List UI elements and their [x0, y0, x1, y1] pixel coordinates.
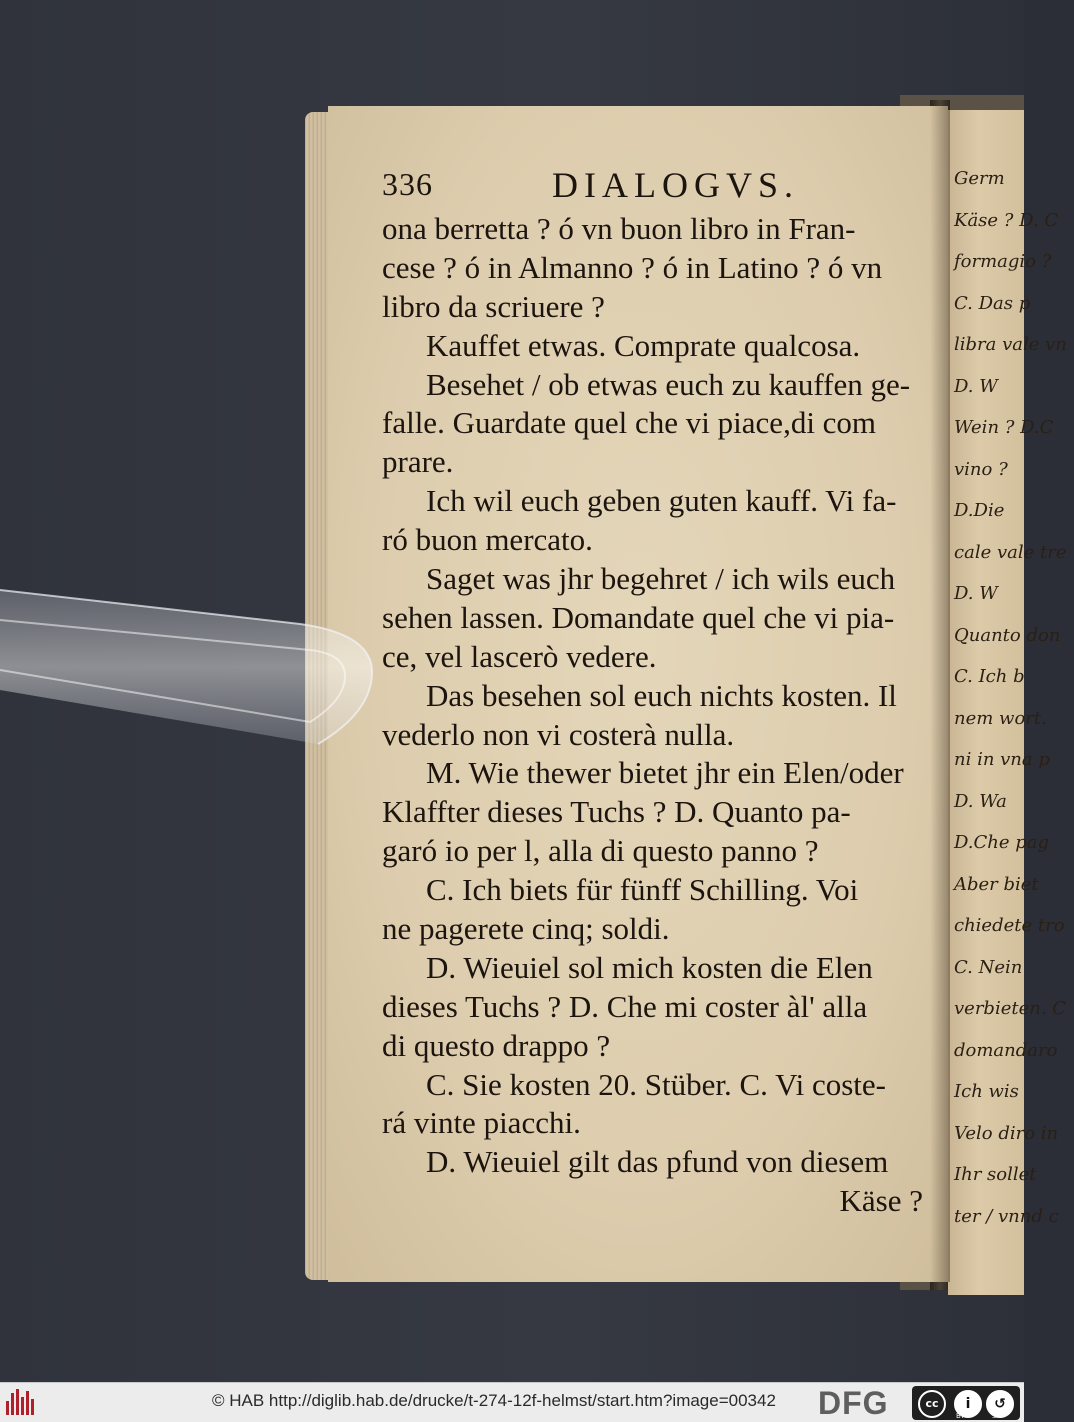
page-text-block: [382, 160, 927, 1220]
text-line: C. Sie kosten 20. Stüber. C. Vi coste-: [426, 1066, 886, 1102]
facing-page-fragment: Ich wis: [954, 1081, 1019, 1102]
text-line: Klaffter dieses Tuchs ? D. Quanto pa-: [382, 794, 851, 830]
text-line: prare.: [382, 444, 454, 480]
facing-page-fragment: Aber biet: [954, 873, 1039, 895]
text-line: libro da scriuere ?: [382, 288, 605, 324]
facing-page-fragment: Käse ? D. C: [954, 209, 1059, 231]
facing-page-fragment: domandaro: [954, 1039, 1058, 1061]
text-line: dieses Tuchs ? D. Che mi coster àl' alla: [382, 988, 868, 1024]
facing-page-fragment: ni in vna p: [954, 749, 1050, 770]
sa-icon: ↺: [986, 1390, 1014, 1418]
text-lines: [382, 210, 927, 1182]
page-number: 336: [382, 166, 433, 202]
facing-page-fragment: libra vale vn: [954, 334, 1067, 355]
credit-link[interactable]: © HAB http://diglib.hab.de/drucke/t-274-12f-helmst/start.htm?image=00342: [212, 1391, 776, 1410]
facing-page-fragment: Quanto don: [954, 624, 1061, 646]
by-icon: i: [954, 1390, 982, 1418]
facing-page-fragment: Velo diro in: [954, 1122, 1059, 1144]
facing-page-fragment: D. W: [954, 583, 998, 604]
facing-page-fragment: cale vale tre: [954, 541, 1067, 563]
cc-icon: cc: [918, 1390, 946, 1418]
text-line: ró buon mercato.: [382, 522, 593, 558]
text-line: Ich wil euch geben guten kauff. Vi fa-: [426, 483, 897, 519]
text-line: ne pagerete cinq; soldi.: [382, 911, 670, 947]
by-label: BY: [956, 1412, 965, 1420]
facing-page-fragment: C. Das p: [954, 292, 1031, 314]
facing-page: [948, 110, 1067, 1295]
text-line: di questo drappo ?: [382, 1027, 611, 1063]
facing-page-fragment: Wein ? D.C: [954, 417, 1054, 438]
facing-page-fragment: Ihr sollet: [954, 1164, 1037, 1185]
facing-page-fragment: ter / vnnd c: [954, 1205, 1059, 1227]
dfg-logo[interactable]: DFG: [818, 1385, 889, 1421]
cc-license-badge[interactable]: [912, 1386, 1020, 1420]
text-line: vederlo non vi costerà nulla.: [382, 716, 735, 752]
facing-page-fragment: C. Ich b: [954, 666, 1025, 687]
text-line: sehen lassen. Domandate quel che vi pia-: [382, 599, 895, 635]
text-line: ce, vel lascerò vedere.: [382, 638, 657, 674]
facing-page-fragment: D. W: [954, 375, 998, 397]
facing-page-fragment: vino ?: [954, 458, 1008, 480]
facing-page-fragment: verbieten. C: [954, 998, 1067, 1019]
text-line: rá vinte piacchi.: [382, 1105, 581, 1141]
text-line: garó io per l, alla di questo panno ?: [382, 833, 819, 869]
facing-page-fragment: C. Nein: [954, 956, 1023, 978]
facing-page-fragment: D.Che pag: [954, 832, 1050, 853]
text-line: Saget was jhr begehret / ich wils euch: [426, 561, 896, 597]
facing-page-fragment: Germ: [954, 168, 1005, 189]
facing-page-fragment: chiedete tro: [954, 915, 1065, 936]
running-head: DIALOGVS.: [552, 165, 799, 205]
text-line: Besehet / ob etwas euch zu kauffen ge-: [426, 366, 911, 402]
text-line: cese ? ó in Almanno ? ó in Latino ? ó vn: [382, 249, 883, 285]
catchword: Käse ?: [839, 1183, 923, 1219]
footer-bar: [0, 1382, 1024, 1422]
facing-page-fragment: D.Die: [954, 500, 1005, 521]
facing-page-fragment: formagio ?: [954, 251, 1052, 272]
sa-label: SA: [992, 1412, 1002, 1420]
hab-logo-icon[interactable]: [4, 1387, 38, 1417]
facing-page-fragment: D. Wa: [954, 790, 1007, 812]
page-header: [382, 160, 927, 210]
text-line: Das besehen sol euch nichts kosten. Il: [426, 677, 897, 713]
page-gutter-shadow: [930, 106, 950, 1282]
facing-page-fragment: nem wort.: [954, 707, 1047, 729]
text-line: D. Wieuiel sol mich kosten die Elen: [426, 949, 873, 985]
text-line: M. Wie thewer bietet jhr ein Elen/oder: [426, 755, 904, 791]
text-line: ona berretta ? ó vn buon libro in Fran-: [382, 211, 856, 246]
text-line: D. Wieuiel gilt das pfund von diesem: [426, 1144, 889, 1180]
text-line: C. Ich biets für fünff Schilling. Voi: [426, 872, 859, 908]
text-line: Kauffet etwas. Comprate qualcosa.: [426, 327, 861, 363]
text-line: falle. Guardate quel che vi piace,di com: [382, 405, 877, 441]
